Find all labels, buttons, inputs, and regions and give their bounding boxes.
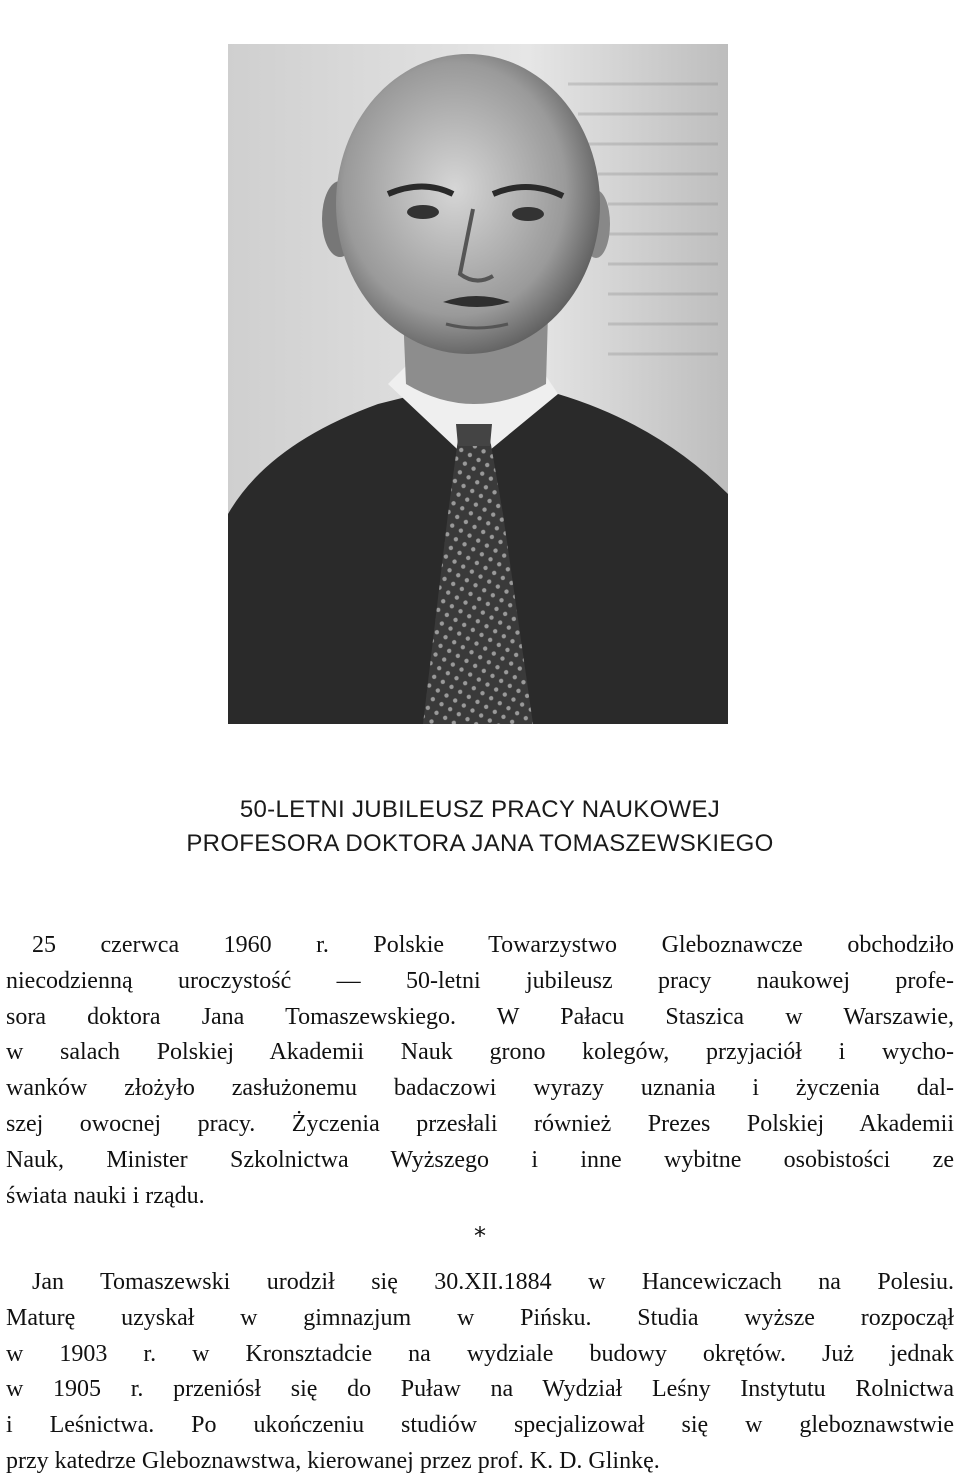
paragraph-line: w salach Polskiej Akademii Nauk grono kolegów, przyjaciół i wycho- bbox=[6, 1039, 954, 1066]
paragraph-line: w 1905 r. przeniósł się do Puław na Wydział Leśny Instytutu Rolnictwa bbox=[6, 1376, 954, 1403]
paragraph-line: wanków złożyło zasłużonemu badaczowi wyrazy uznania i życzenia dal- bbox=[6, 1075, 954, 1102]
paragraph-line: w 1903 r. w Kronsztadcie na wydziale budowy okrętów. Już jednak bbox=[6, 1340, 954, 1367]
paragraph-jubilee bbox=[6, 928, 954, 1214]
portrait-illustration bbox=[228, 44, 728, 724]
paragraph-line: Jan Tomaszewski urodził się 30.XII.1884 w Hancewiczach na Polesiu. bbox=[32, 1269, 954, 1295]
paragraph-line: przy katedrze Gleboznawstwa, kierowanej przez prof. K. D. Glinkę. bbox=[6, 1447, 660, 1474]
section-divider-asterisk: * bbox=[474, 1222, 486, 1250]
paragraph-line: świata nauki i rządu. bbox=[6, 1182, 205, 1209]
portrait-photo bbox=[228, 44, 728, 724]
paragraph-line: niecodzienną uroczystość — 50-letni jubileusz pracy naukowej profe- bbox=[6, 967, 954, 994]
paragraph-line: sora doktora Jana Tomaszewskiego. W Pałacu Staszica w Warszawie, bbox=[6, 1003, 954, 1030]
article-title-line-1: 50-LETNI JUBILEUSZ PRACY NAUKOWEJ bbox=[239, 796, 721, 823]
paragraph-line: szej owocnej pracy. Życzenia przesłali również Prezes Polskiej Akademii bbox=[6, 1110, 954, 1137]
paragraph-biography bbox=[6, 1265, 954, 1480]
paragraph-line: i Leśnictwa. Po ukończeniu studiów specjalizował się w gleboznawstwie bbox=[6, 1412, 954, 1439]
paragraph-line: 25 czerwca 1960 r. Polskie Towarzystwo Gleboznawcze obchodziło bbox=[32, 932, 954, 958]
article-title-line-2: PROFESORA DOKTORA JANA TOMASZEWSKIEGO bbox=[186, 830, 774, 857]
paragraph-line: Maturę uzyskał w gimnazjum w Pińsku. Studia wyższe rozpoczął bbox=[6, 1304, 954, 1331]
paragraph-line: Nauk, Minister Szkolnictwa Wyższego i inne wybitne osobistości ze bbox=[6, 1146, 954, 1173]
